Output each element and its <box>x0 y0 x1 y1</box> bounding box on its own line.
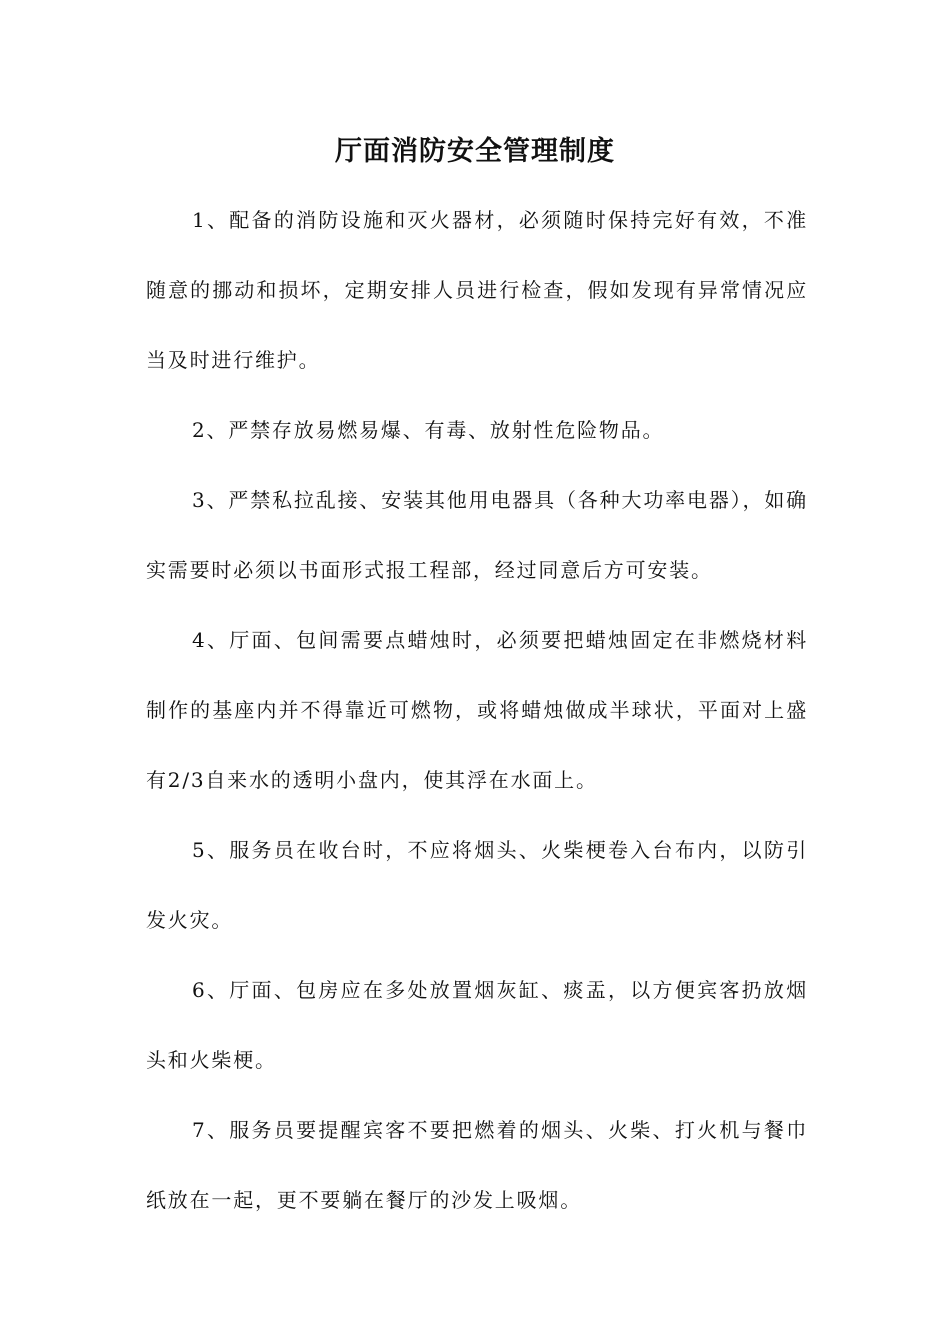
paragraph-5: 5、服务员在收台时，不应将烟头、火柴梗卷入台布内，以防引发火灾。 <box>146 838 808 932</box>
paragraph-4: 4、厅面、包间需要点蜡烛时，必须要把蜡烛固定在非燃烧材料制作的基座内并不得靠近可燃物，或将蜡烛做成半球状，平面对上盛有2/3自来水的透明小盘内，使其浮在水面上。 <box>146 628 808 792</box>
paragraph-6: 6、厅面、包房应在多处放置烟灰缸、痰盂，以方便宾客扔放烟头和火柴梗。 <box>146 978 808 1072</box>
paragraph-3: 3、严禁私拉乱接、安装其他用电器具（各种大功率电器），如确实需要时必须以书面形式报工程部，经过同意后方可安装。 <box>146 488 808 582</box>
document-title: 厅面消防安全管理制度 <box>335 136 615 167</box>
paragraph-7: 7、服务员要提醒宾客不要把燃着的烟头、火柴、打火机与餐巾纸放在一起，更不要躺在餐厅的沙发上吸烟。 <box>146 1118 808 1212</box>
document-body <box>146 185 808 1235</box>
paragraph-1: 1、配备的消防设施和灭火器材，必须随时保持完好有效，不准随意的挪动和损坏，定期安排人员进行检查，假如发现有异常情况应当及时进行维护。 <box>146 208 808 372</box>
paragraph-2: 2、严禁存放易燃易爆、有毒、放射性危险物品。 <box>192 418 665 442</box>
